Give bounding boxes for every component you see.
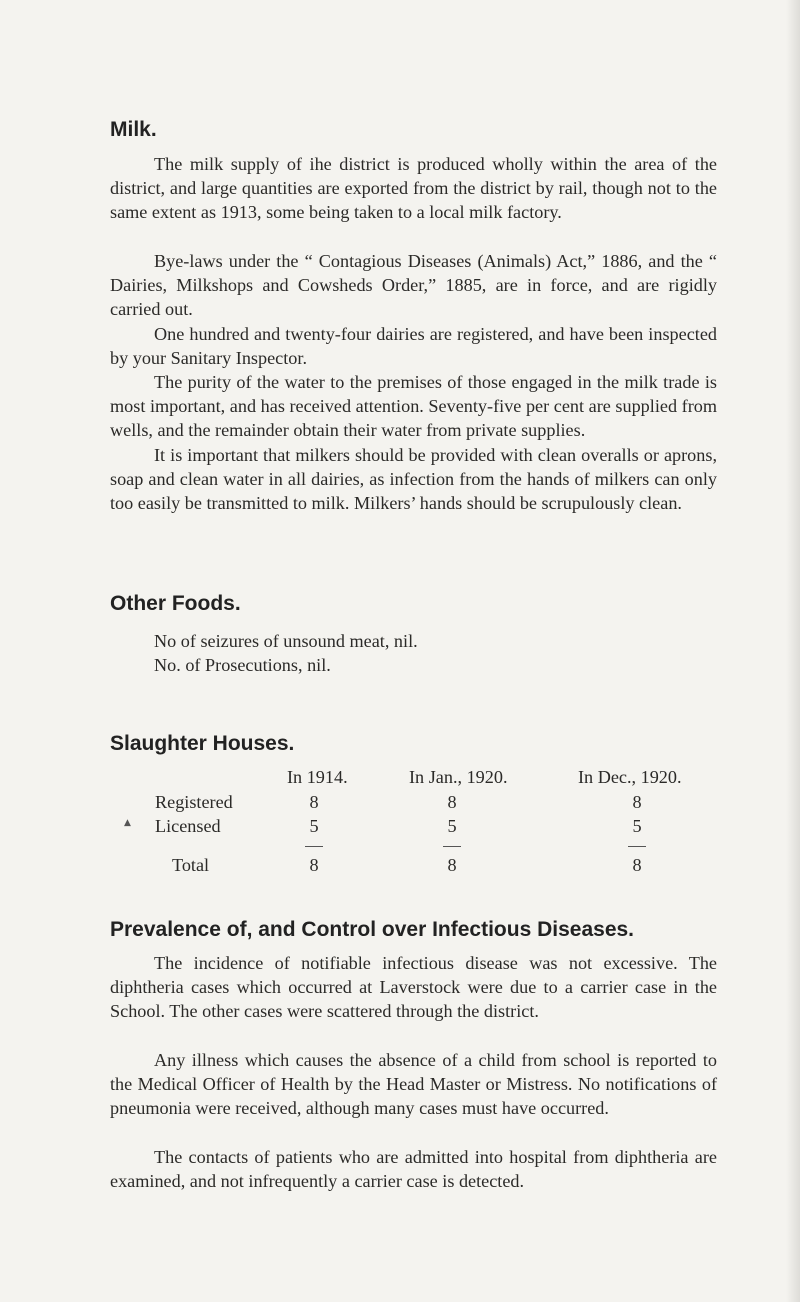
- milk-paragraph-3: One hundred and twenty-four dairies are registered, and have been inspected by your Sanitary Inspector.: [110, 324, 717, 368]
- column-header-jan-1920: In Jan., 1920.: [409, 767, 508, 787]
- prosecutions-line: No. of Prosecutions, nil.: [154, 655, 331, 675]
- table-cell: 8: [447, 855, 457, 875]
- table-cell: 8: [309, 855, 319, 875]
- column-header-1914: In 1914.: [287, 767, 348, 787]
- row-label-registered: Registered: [155, 792, 233, 812]
- infectious-paragraph-1: The incidence of notifiable infectious disease was not excessive. The diphtheria cases which occurred at Laverstock were due to a carrier case in the School. The other cases were scattered through the district.: [110, 953, 717, 1021]
- milk-paragraph-4: The purity of the water to the premises of those engaged in the milk trade is most important, and has received attention. Seventy-five per cent are supplied from wells, and the remainder obtain their water from private supplies.: [110, 372, 717, 440]
- page-edge-shadow: [786, 0, 800, 1302]
- table-cell: 8: [632, 855, 642, 875]
- slaughter-houses-heading: Slaughter Houses.: [110, 732, 295, 755]
- infectious-paragraph-2: Any illness which causes the absence of a child from school is reported to the Medical Officer of Health by the Head Master or Mistress. No notifications of pneumonia were received, although many cases must have occurred.: [110, 1050, 717, 1118]
- sum-rule: [628, 846, 646, 847]
- sum-rule: [305, 846, 323, 847]
- margin-mark-icon: ▲: [124, 818, 131, 828]
- sum-rule: [443, 846, 461, 847]
- milk-paragraph-2: Bye-laws under the “ Contagious Diseases (Animals) Act,” 1886, and the “ Dairies, Milkshops and Cowsheds Order,” 1885, are in force, and are rigidly carried out.: [110, 251, 717, 319]
- table-cell: 8: [632, 792, 642, 812]
- other-foods-heading: Other Foods.: [110, 592, 241, 615]
- infectious-paragraph-3: The contacts of patients who are admitted into hospital from diphtheria are examined, and not infrequently a carrier case is detected.: [110, 1147, 717, 1191]
- row-label-total: Total: [172, 855, 210, 875]
- table-cell: 8: [309, 792, 319, 812]
- table-cell: 8: [447, 792, 457, 812]
- table-cell: 5: [632, 816, 642, 836]
- milk-paragraph-5: It is important that milkers should be provided with clean overalls or aprons, soap and clean water in all dairies, as infection from the hands of milkers can only too easily be transmitted to milk. Milkers’ hands should be scrupulously clean.: [110, 445, 717, 513]
- milk-heading: Milk.: [110, 118, 157, 141]
- milk-paragraph-1: The milk supply of ihe district is produced wholly within the area of the district, and large quantities are exported from the district by rail, though not to the same extent as 1913, some being taken to a local milk factory.: [110, 154, 717, 222]
- row-label-licensed: Licensed: [155, 816, 221, 836]
- column-header-dec-1920: In Dec., 1920.: [578, 767, 682, 787]
- seizures-line: No of seizures of unsound meat, nil.: [154, 631, 418, 651]
- table-cell: 5: [309, 816, 319, 836]
- infectious-diseases-heading: Prevalence of, and Control over Infectious Diseases.: [110, 918, 635, 941]
- table-cell: 5: [447, 816, 457, 836]
